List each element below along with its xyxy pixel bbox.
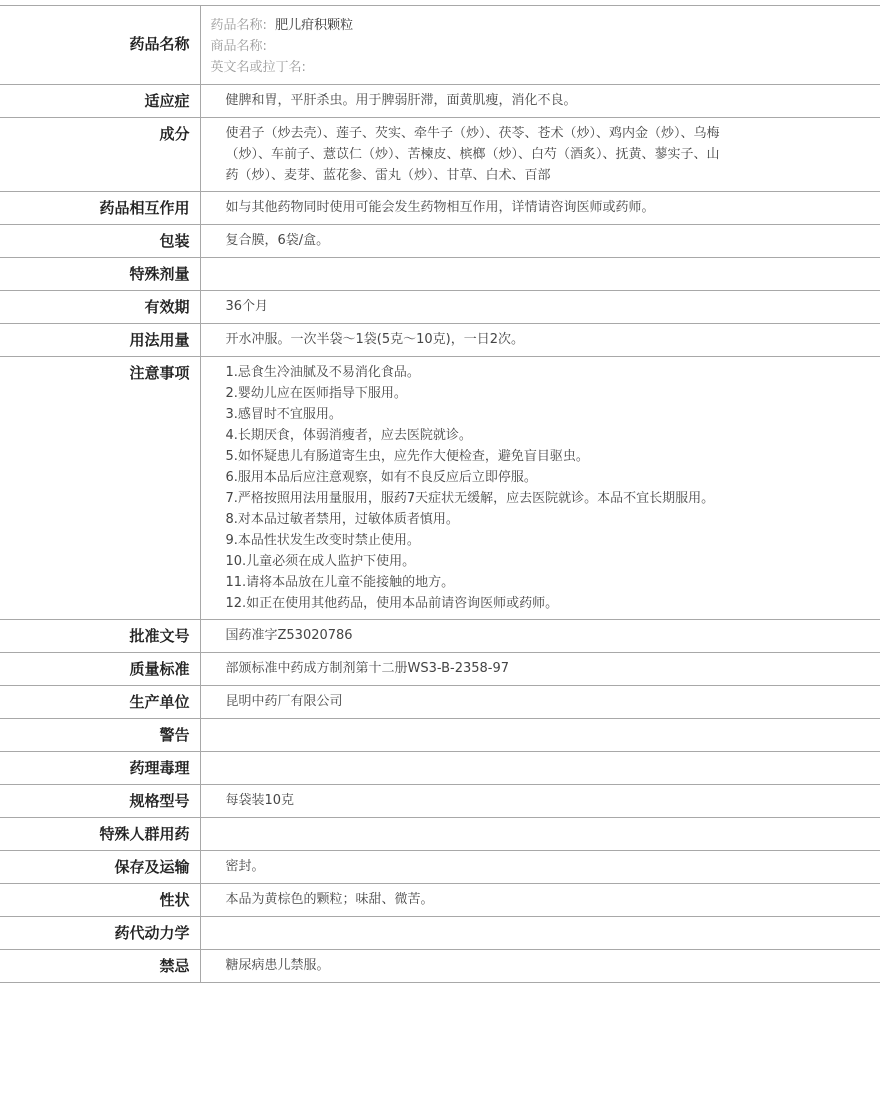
package-label: 包装	[0, 225, 200, 258]
pharmacokinetics-value	[201, 917, 880, 949]
indications-value: 健脾和胃，平肝杀虫。用于脾弱肝滞，面黄肌瘦，消化不良。	[225, 93, 577, 108]
drug-spec-table	[0, 5, 880, 983]
trade-name-line	[211, 36, 871, 57]
precaution-item: 3.感冒时不宜服用。	[225, 407, 342, 422]
row-manufacturer	[0, 686, 880, 719]
precautions-value	[201, 357, 880, 619]
ingredients-label: 成分	[0, 118, 200, 192]
interactions-value: 如与其他药物同时使用可能会发生药物相互作用，详情请咨询医师或药师。	[225, 200, 655, 215]
row-package	[0, 225, 880, 258]
ingredients-value	[201, 118, 880, 191]
ingredients-line: 药（炒）、麦芽、蓝花参、雷丸（炒）、甘草、白术、百部	[225, 168, 551, 183]
warning-value	[201, 719, 880, 751]
english-name-line	[211, 57, 871, 78]
row-indications	[0, 85, 880, 118]
generic-name-key: 药品名称:	[210, 18, 267, 33]
manufacturer-value: 昆明中药厂有限公司	[225, 694, 343, 709]
row-pharmacokinetics	[0, 917, 880, 950]
row-toxicology	[0, 752, 880, 785]
expiry-value: 36个月	[225, 299, 269, 314]
appearance-value: 本品为黄棕色的颗粒；味甜、微苦。	[225, 892, 434, 907]
row-special-groups	[0, 818, 880, 851]
precaution-item: 10.儿童必须在成人监护下使用。	[225, 554, 416, 569]
precaution-item: 8.对本品过敏者禁用，过敏体质者慎用。	[225, 512, 459, 527]
precaution-item: 11.请将本品放在儿童不能接触的地方。	[225, 575, 455, 590]
row-ingredients	[0, 118, 880, 192]
precaution-item: 4.长期厌食，体弱消瘦者，应去医院就诊。	[225, 428, 472, 443]
row-approval	[0, 620, 880, 653]
approval-label: 批准文号	[0, 620, 200, 653]
interactions-label: 药品相互作用	[0, 192, 200, 225]
generic-name-line	[211, 15, 871, 36]
row-precautions	[0, 357, 880, 620]
generic-name-value: 肥儿疳积颗粒	[275, 18, 354, 33]
standard-value: 部颁标准中药成方制剂第十二册WS3-B-2358-97	[225, 661, 510, 676]
storage-label: 保存及运输	[0, 851, 200, 884]
precaution-item: 6.服用本品后应注意观察，如有不良反应后立即停服。	[225, 470, 537, 485]
pharmacokinetics-label: 药代动力学	[0, 917, 200, 950]
english-name-key: 英文名或拉丁名:	[210, 60, 306, 75]
trade-name-key: 商品名称:	[210, 39, 267, 54]
row-special-dose	[0, 258, 880, 291]
precaution-item: 2.婴幼儿应在医师指导下服用。	[225, 386, 407, 401]
spec-value: 每袋装10克	[225, 793, 295, 808]
appearance-label: 性状	[0, 884, 200, 917]
drug-name-label: 药品名称	[0, 6, 200, 85]
row-interactions	[0, 192, 880, 225]
row-contraindications	[0, 950, 880, 983]
dosage-value: 开水冲服。一次半袋～1袋(5克～10克)，一日2次。	[225, 332, 524, 347]
indications-label: 适应症	[0, 85, 200, 118]
standard-label: 质量标准	[0, 653, 200, 686]
dosage-label: 用法用量	[0, 324, 200, 357]
storage-value: 密封。	[225, 859, 265, 874]
expiry-label: 有效期	[0, 291, 200, 324]
contraindications-label: 禁忌	[0, 950, 200, 983]
precautions-label: 注意事项	[0, 357, 200, 620]
package-value: 复合膜，6袋/盒。	[225, 233, 330, 248]
special-groups-value	[201, 818, 880, 850]
row-expiry	[0, 291, 880, 324]
warning-label: 警告	[0, 719, 200, 752]
row-storage	[0, 851, 880, 884]
precaution-item: 7.严格按照用法用量服用，服药7天症状无缓解，应去医院就诊。本品不宜长期服用。	[225, 491, 715, 506]
ingredients-line: 使君子（炒去壳）、莲子、芡实、牵牛子（炒）、茯苓、苍术（炒）、鸡内金（炒）、乌梅	[225, 126, 720, 141]
row-drug-name	[0, 6, 880, 85]
drug-name-value-cell	[200, 6, 880, 85]
toxicology-value	[201, 752, 880, 784]
precaution-item: 9.本品性状发生改变时禁止使用。	[225, 533, 420, 548]
special-dose-label: 特殊剂量	[0, 258, 200, 291]
approval-value: 国药准字Z53020786	[225, 628, 353, 643]
contraindications-value: 糖尿病患儿禁服。	[225, 958, 330, 973]
row-spec	[0, 785, 880, 818]
precaution-item: 5.如怀疑患儿有肠道寄生虫，应先作大便检查，避免盲目驱虫。	[225, 449, 589, 464]
row-dosage	[0, 324, 880, 357]
spec-label: 规格型号	[0, 785, 200, 818]
special-groups-label: 特殊人群用药	[0, 818, 200, 851]
row-standard	[0, 653, 880, 686]
special-dose-value	[201, 258, 880, 290]
row-warning	[0, 719, 880, 752]
row-appearance	[0, 884, 880, 917]
precaution-item: 12.如正在使用其他药品，使用本品前请咨询医师或药师。	[225, 596, 559, 611]
toxicology-label: 药理毒理	[0, 752, 200, 785]
ingredients-line: （炒）、车前子、薏苡仁（炒）、苦楝皮、槟榔（炒）、白芍（酒炙）、抚黄、蓼实子、山	[225, 147, 720, 162]
precaution-item: 1.忌食生冷油腻及不易消化食品。	[225, 365, 420, 380]
manufacturer-label: 生产单位	[0, 686, 200, 719]
